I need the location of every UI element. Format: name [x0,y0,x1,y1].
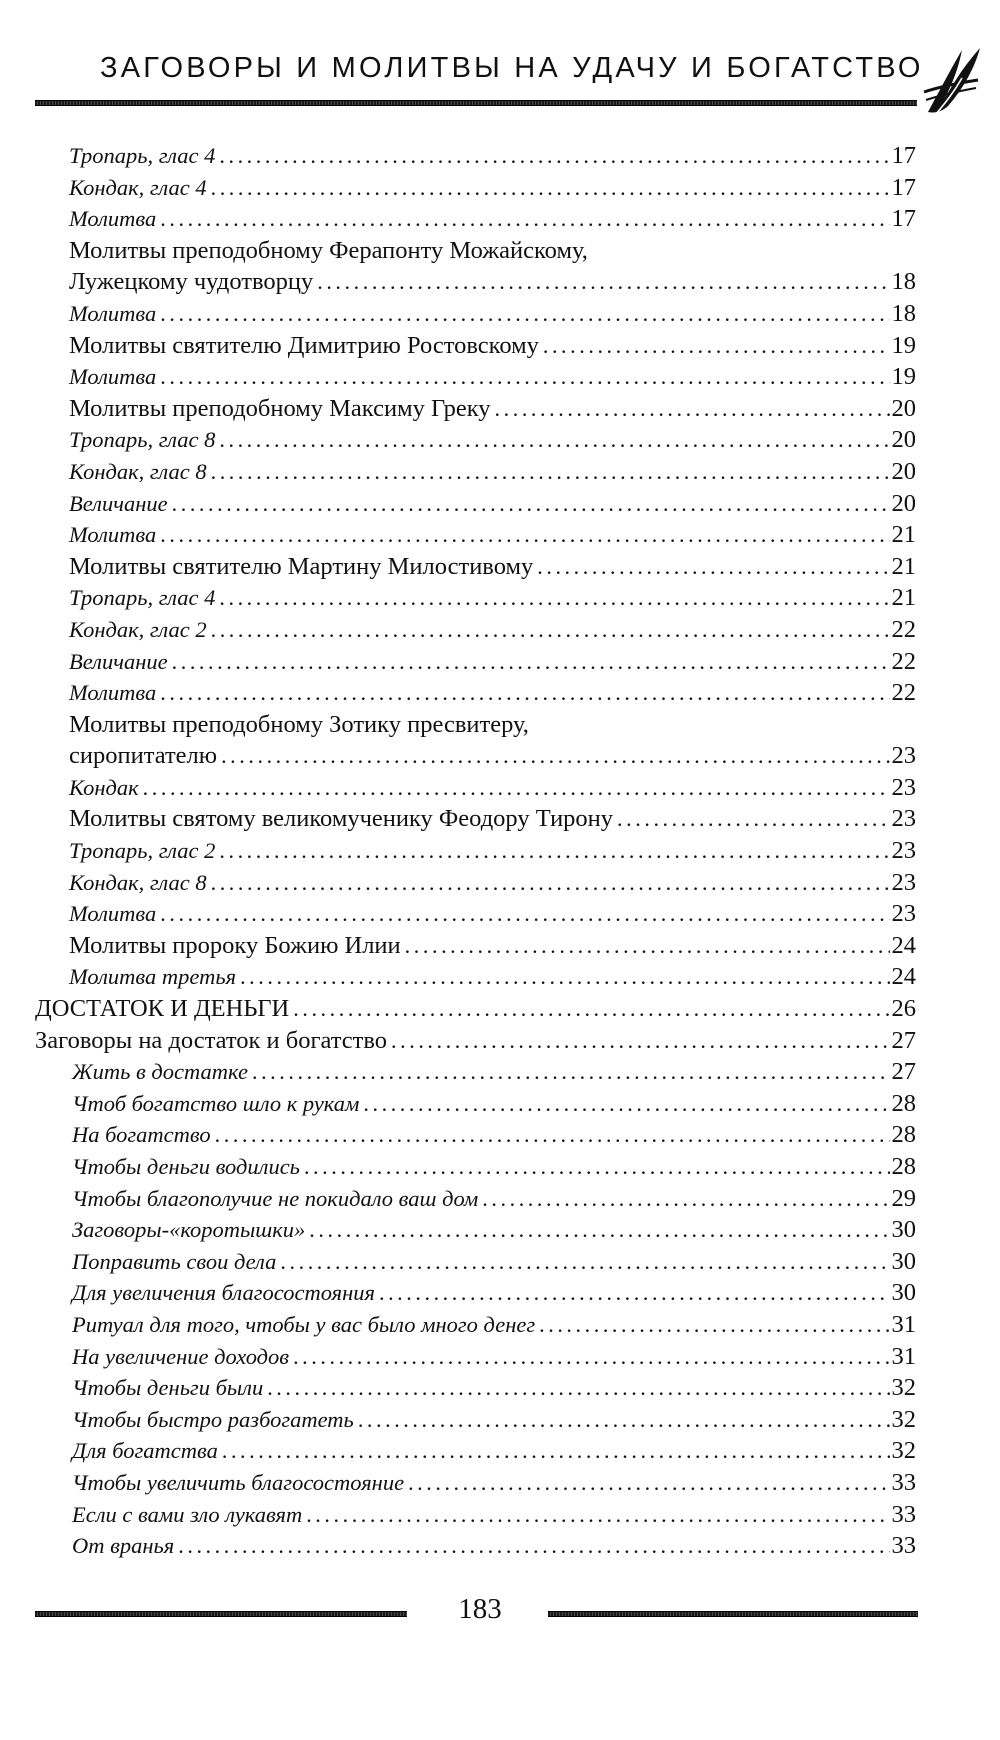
publisher-logo-icon [918,40,988,120]
toc-entry-title: Ритуал для того, чтобы у вас было много денег [72,1311,536,1337]
toc-entry [0,203,1000,235]
toc-entry-page: 20 [891,394,916,422]
toc-entry-page: 17 [891,205,916,233]
toc-entry-page: 30 [891,1279,916,1307]
toc-entry [0,361,1000,393]
toc-entry-title: На увеличение доходов [72,1343,290,1369]
toc-entry-title: Молитва [69,680,157,706]
toc-dot-leader [160,203,889,235]
toc-entry-title: На богатство [72,1122,211,1148]
toc-entry [0,172,1000,204]
toc-entry-page: 21 [891,521,916,549]
toc-entry [0,140,1000,172]
toc-entry-page: 21 [891,552,916,580]
toc-entry-page: 23 [891,837,916,865]
toc-dot-leader [172,488,890,520]
toc-entry [0,772,1000,804]
toc-entry-title: Чтобы увеличить благосостояние [72,1469,405,1495]
toc-dot-leader [219,835,889,867]
toc-entry-title: Кондак, глас 8 [69,869,207,895]
toc-entry-page: 23 [891,868,916,896]
toc-entry-title: Величание [69,648,168,674]
toc-dot-leader [221,740,889,772]
toc-entry-page: 18 [891,299,916,327]
toc-dot-leader [160,677,889,709]
toc-entry-title: Величание [69,490,168,516]
toc-entry-page: 22 [891,615,916,643]
toc-entry-page: 27 [891,1058,916,1086]
header-rule [35,100,917,106]
toc-dot-leader [306,1499,889,1531]
toc-entry [0,298,1000,330]
toc-entry-title: Для богатства [72,1438,218,1464]
toc-entry-page: 29 [891,1184,916,1212]
toc-entry [0,961,1000,993]
toc-dot-leader [309,1214,889,1246]
toc-entry [0,582,1000,614]
toc-entry [0,677,1000,709]
running-header-title: ЗАГОВОРЫ И МОЛИТВЫ НА УДАЧУ И БОГАТСТВО [100,52,924,84]
toc-entry [0,1056,1000,1088]
toc-entry [0,1183,1000,1215]
toc-entry [0,1025,1000,1057]
toc-dot-leader [219,424,889,456]
toc-entry-title: Если с вами зло лукавят [72,1501,303,1527]
toc-dot-leader [219,140,889,172]
toc-entry [0,803,1000,835]
toc-entry-page: 31 [891,1310,916,1338]
toc-entry-title: Молитва [69,206,157,232]
toc-dot-leader [543,330,890,362]
toc-entry-page: 32 [891,1374,916,1402]
toc-entry [0,646,1000,678]
toc-entry-title: Молитвы пророку Божию Илии [69,931,401,959]
toc-entry-page: 32 [891,1405,916,1433]
toc-entry [0,1341,1000,1373]
toc-entry-page: 18 [891,268,916,296]
toc-dot-leader [211,614,890,646]
toc-dot-leader [160,898,889,930]
toc-dot-leader [358,1404,890,1436]
toc-entry-page: 32 [891,1437,916,1465]
toc-entry-page: 17 [891,142,916,169]
toc-entry-title: Заговоры-«коротышки» [72,1217,306,1243]
toc-entry-title: Чтобы деньги были [72,1375,264,1401]
toc-entry [0,1435,1000,1467]
toc-entry-page: 27 [891,1026,916,1054]
toc-entry [0,1404,1000,1436]
toc-entry [0,1530,1000,1562]
toc-entry-title: Кондак [69,774,139,800]
toc-entry-title: Поправить свои дела [72,1248,277,1274]
toc-dot-leader [222,1435,890,1467]
toc-entry-page: 20 [891,489,916,517]
toc-dot-leader [267,1372,889,1404]
toc-dot-leader [211,172,890,204]
toc-entry [0,551,1000,583]
toc-dot-leader [537,551,889,583]
toc-dot-leader [219,582,889,614]
toc-entry-page: 24 [891,931,916,959]
toc-entry-page: 20 [891,426,916,454]
toc-entry [0,1214,1000,1246]
toc-entry [0,867,1000,899]
toc-dot-leader [252,1056,890,1088]
running-header [0,0,1000,120]
toc-entry-page: 20 [891,457,916,485]
toc-entry [0,1246,1000,1278]
toc-entry [0,1151,1000,1183]
toc-entry-page: 33 [891,1532,916,1560]
toc-entry-page: 23 [891,742,916,770]
toc-entry-title: Тропарь, глас 8 [69,427,216,453]
toc-dot-leader [379,1277,890,1309]
toc-entry [0,1467,1000,1499]
table-of-contents [0,140,1000,1562]
page-footer [0,1595,1000,1655]
toc-dot-leader [363,1088,889,1120]
toc-entry-title: Молитвы святителю Мартину Милостивому [69,552,534,580]
toc-entry-title: Чтобы быстро разбогатеть [72,1406,354,1432]
toc-dot-leader [172,646,890,678]
toc-entry-title: Молитва [69,300,157,326]
toc-entry-page: 30 [891,1216,916,1244]
toc-entry-title: Тропарь, глас 4 [69,143,216,168]
toc-dot-leader [215,1119,890,1151]
footer-rule-right [548,1611,918,1617]
toc-entry [0,740,1000,772]
toc-entry-title: Чтоб богатство шло к рукам [72,1090,360,1116]
toc-entry-page: 17 [891,173,916,201]
toc-entry-page: 30 [891,1247,916,1275]
toc-entry [0,709,1000,741]
toc-dot-leader [240,961,889,993]
toc-dot-leader [178,1530,889,1562]
toc-entry [0,488,1000,520]
toc-entry-title: сиропитателю [69,742,218,770]
toc-entry-title: Жить в достатке [72,1059,248,1085]
toc-entry [0,1119,1000,1151]
toc-dot-leader [293,1341,889,1373]
toc-dot-leader [211,456,890,488]
toc-entry-title: Тропарь, глас 2 [69,838,216,864]
toc-dot-leader [482,1183,889,1215]
toc-entry [0,424,1000,456]
toc-entry-title: Кондак, глас 2 [69,616,207,642]
toc-entry [0,898,1000,930]
toc-entry [0,266,1000,298]
toc-entry-title: Заговоры на достаток и богатство [35,1026,388,1054]
toc-dot-leader [304,1151,890,1183]
toc-entry [0,1372,1000,1404]
toc-entry-title: Кондак, глас 4 [69,174,207,200]
toc-entry-page: 28 [891,1121,916,1149]
toc-entry-title: ДОСТАТОК И ДЕНЬГИ [35,995,290,1023]
toc-dot-leader [405,930,890,962]
toc-entry [0,614,1000,646]
toc-dot-leader [160,519,889,551]
toc-dot-leader [211,867,890,899]
toc-entry-title: Молитвы святому великомученику Феодору Тирону [69,805,614,833]
toc-entry-title: Молитвы преподобному Максиму Греку [69,394,491,422]
toc-entry-title: Молитва [69,522,157,548]
toc-entry [0,235,1000,267]
page-number: 183 [458,1593,502,1625]
toc-entry-page: 21 [891,584,916,612]
toc-entry [0,330,1000,362]
toc-entry-title: Тропарь, глас 4 [69,585,216,611]
toc-entry-page: 23 [891,900,916,928]
toc-entry-page: 26 [891,995,916,1023]
toc-entry-title: Молитвы преподобному Зотику пресвитеру, [69,710,529,738]
toc-entry-page: 24 [891,963,916,991]
toc-entry [0,519,1000,551]
toc-entry-page: 23 [891,805,916,833]
toc-entry [0,393,1000,425]
toc-dot-leader [539,1309,889,1341]
toc-entry-page: 33 [891,1468,916,1496]
toc-entry-title: Для увеличения благосостояния [72,1280,375,1306]
toc-entry-page: 19 [891,331,916,359]
toc-entry-page: 33 [891,1500,916,1528]
toc-dot-leader [408,1467,889,1499]
toc-entry [0,1309,1000,1341]
toc-entry [0,993,1000,1025]
toc-entry-title: Молитва [69,364,157,390]
toc-dot-leader [495,393,890,425]
toc-dot-leader [280,1246,889,1278]
toc-entry-title: Кондак, глас 8 [69,458,207,484]
toc-dot-leader [293,993,889,1025]
toc-entry [0,835,1000,867]
toc-entry-page: 23 [891,773,916,801]
toc-entry-title: Лужецкому чудотворцу [69,268,314,296]
toc-entry-title: Молитвы святителю Димитрию Ростовскому [69,331,539,359]
toc-entry [0,1499,1000,1531]
toc-entry-title: Молитва [69,901,157,927]
toc-entry-title: Чтобы деньги водились [72,1154,300,1179]
toc-dot-leader [617,803,889,835]
toc-entry-page: 31 [891,1342,916,1370]
toc-entry-page: 28 [891,1153,916,1180]
toc-dot-leader [160,361,889,393]
toc-dot-leader [317,266,889,298]
toc-dot-leader [160,298,889,330]
toc-entry-title: От вранья [72,1533,175,1559]
toc-entry [0,456,1000,488]
toc-entry [0,1277,1000,1309]
toc-entry-page: 22 [891,679,916,707]
toc-dot-leader [143,772,890,804]
toc-entry-page: 28 [891,1089,916,1117]
toc-entry-page: 22 [891,647,916,675]
toc-entry-title: Чтобы благополучие не покидало ваш дом [72,1185,479,1211]
toc-entry [0,1088,1000,1120]
footer-rule-left [35,1611,407,1617]
toc-dot-leader [391,1025,889,1057]
toc-entry-page: 19 [891,363,916,391]
toc-entry-title: Молитвы преподобному Ферапонту Можайскому, [69,236,588,264]
toc-entry [0,930,1000,962]
toc-entry-title: Молитва третья [69,964,237,990]
